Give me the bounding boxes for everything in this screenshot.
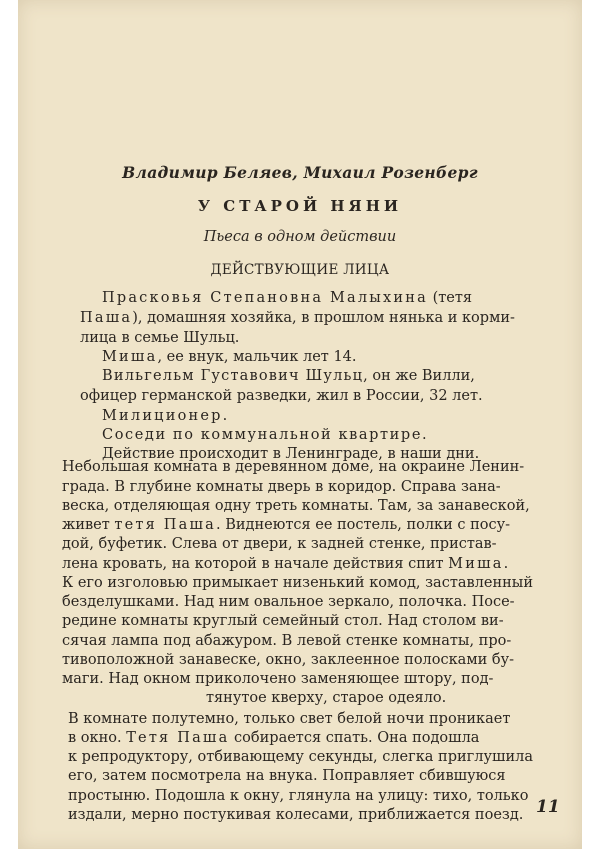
character-name: Паша [80,310,133,326]
cast-line: лица в семье Шульц. [80,330,240,346]
cast-line: офицер германской разведки, жил в России, 32 лет. [80,388,483,404]
text-line: в окно. Тетя Паша собирается спать. Она подошла [68,730,480,746]
text-line: безделушками. Над ним овальное зеркало, полочка. Посе- [62,594,515,610]
character-name: Миша [102,349,158,365]
text-line: сячая лампа под абажуром. В левой стенке комнаты, про- [62,633,512,649]
play-title: У СТАРОЙ НЯНИ [197,197,403,215]
character-name: Соседи по коммунальной квартире. [102,427,429,443]
character-name: Тетя Паша [126,730,230,746]
text-line: града. В глубине комнаты дверь в коридор. Справа зана- [62,479,501,495]
text-line: тянутое кверху, старое одеяло. [206,690,447,706]
text-line: Небольшая комната в деревянном доме, на окраине Ленин- [62,459,525,475]
text-line: К его изголовью примыкает низенький комод, заставленный [62,575,533,591]
cast-line: Вильгельм Густавович Шульц, он же Вилли, [102,368,475,384]
text-line: простыню. Подошла к окну, глянула на улицу: тихо, только [68,788,529,804]
text-line: маги. Над окном приколочено заменяющее штору, под- [62,671,494,687]
cast-heading: ДЕЙСТВУЮЩИЕ ЛИЦА [210,262,390,278]
cast-line: Действие происходит в Ленинграде, в наши дни. [102,446,480,462]
book-page [18,0,582,849]
cast-line: Миша, ее внук, мальчик лет 14. [102,349,357,365]
text-line: живет тетя Паша. Виднеются ее постель, полки с посу- [62,517,511,533]
text-line: веска, отделяющая одну треть комнаты. Там, за занавеской, [62,498,530,514]
text-line: тивоположной занавеске, окно, заклеенное полосками бу- [62,652,515,668]
cast-line: Паша), домашняя хозяйка, в прошлом нянька и корми- [80,310,515,326]
text-line: лена кровать, на которой в начале действия спит Миша. [62,556,509,572]
character-name: тетя Паша [114,517,216,533]
text-line: издали, мерно постукивая колесами, приближается поезд. [68,807,524,823]
text-line: его, затем посмотрела на внука. Поправляет сбившуюся [68,768,506,784]
text-line: к репродуктору, отбивающему секунды, слегка приглушила [68,749,533,765]
text-line: В комнате полутемно, только свет белой ночи проникает [68,711,511,727]
text-line: редине комнаты круглый семейный стол. Над столом ви- [62,613,504,629]
character-name: Вильгельм Густавович Шульц [102,368,364,384]
character-name: Прасковья Степановна Малыхина [102,290,428,306]
authors-line: Владимир Беляев, Михаил Розенберг [122,163,478,182]
play-subtitle: Пьеса в одном действии [203,229,397,245]
character-name: Миша [448,556,504,572]
page-number: 11 [536,797,560,817]
text-line: дой, буфетик. Слева от двери, к задней стенке, пристав- [62,536,497,552]
cast-line: Прасковья Степановна Малыхина (тетя [102,290,473,306]
character-name: Милиционер. [102,408,230,424]
